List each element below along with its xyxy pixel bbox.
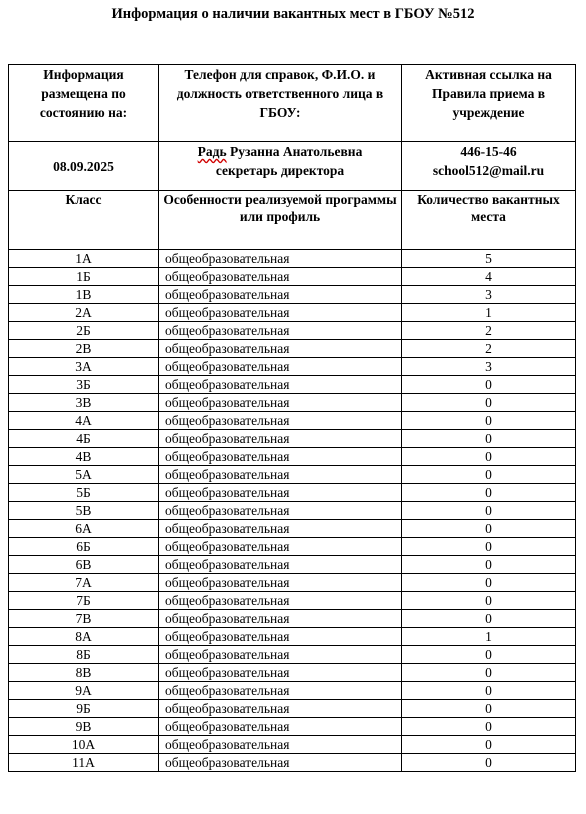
class-cell: 6В bbox=[9, 556, 159, 574]
program-cell: общеобразовательная bbox=[159, 250, 402, 268]
table-row bbox=[9, 322, 576, 340]
header-contact-label: Телефон для справок, Ф.И.О. и должность ответственного лица в ГБОУ: bbox=[176, 67, 384, 120]
class-cell: 7А bbox=[9, 574, 159, 592]
count-cell: 2 bbox=[402, 340, 576, 358]
table-row bbox=[9, 268, 576, 286]
program-cell: общеобразовательная bbox=[159, 484, 402, 502]
class-cell: 5А bbox=[9, 466, 159, 484]
program-cell: общеобразовательная bbox=[159, 358, 402, 376]
class-cell: 6А bbox=[9, 520, 159, 538]
count-cell: 0 bbox=[402, 718, 576, 736]
program-cell: общеобразовательная bbox=[159, 718, 402, 736]
contact-position: секретарь директора bbox=[215, 163, 345, 178]
table-row bbox=[9, 502, 576, 520]
header-row bbox=[9, 65, 576, 142]
class-cell: 9Б bbox=[9, 700, 159, 718]
header-date-label: Информация размещена по состоянию на: bbox=[39, 67, 128, 120]
program-cell: общеобразовательная bbox=[159, 412, 402, 430]
phone-value: 446-15-46 bbox=[460, 144, 517, 159]
count-cell: 0 bbox=[402, 376, 576, 394]
table-row bbox=[9, 250, 576, 268]
table-row bbox=[9, 610, 576, 628]
program-cell: общеобразовательная bbox=[159, 736, 402, 754]
count-cell: 0 bbox=[402, 646, 576, 664]
count-cell: 0 bbox=[402, 682, 576, 700]
program-cell: общеобразовательная bbox=[159, 754, 402, 772]
subheader-class-label: Класс bbox=[65, 192, 102, 207]
table-row bbox=[9, 286, 576, 304]
count-cell: 0 bbox=[402, 448, 576, 466]
class-cell: 5В bbox=[9, 502, 159, 520]
count-cell: 3 bbox=[402, 358, 576, 376]
table-row bbox=[9, 340, 576, 358]
class-cell: 3Б bbox=[9, 376, 159, 394]
subheader-vacancies-cell bbox=[402, 191, 576, 250]
program-cell: общеобразовательная bbox=[159, 448, 402, 466]
count-cell: 0 bbox=[402, 484, 576, 502]
count-cell: 0 bbox=[402, 538, 576, 556]
class-cell: 9В bbox=[9, 718, 159, 736]
header-date-cell bbox=[9, 65, 159, 142]
program-cell: общеобразовательная bbox=[159, 502, 402, 520]
date-cell bbox=[9, 142, 159, 191]
table-row bbox=[9, 736, 576, 754]
vacancy-table bbox=[8, 64, 576, 772]
table-row bbox=[9, 700, 576, 718]
header-link-cell bbox=[402, 65, 576, 142]
count-cell: 0 bbox=[402, 556, 576, 574]
class-cell: 1Б bbox=[9, 268, 159, 286]
table-row bbox=[9, 412, 576, 430]
count-cell: 5 bbox=[402, 250, 576, 268]
count-cell: 0 bbox=[402, 664, 576, 682]
count-cell: 0 bbox=[402, 700, 576, 718]
class-cell: 8В bbox=[9, 664, 159, 682]
header-link-label: Активная ссылка на Правила приема в учреждение bbox=[425, 67, 552, 120]
count-cell: 0 bbox=[402, 574, 576, 592]
subheader-vacancies-label: Количество вакантных места bbox=[417, 192, 560, 224]
class-cell: 4В bbox=[9, 448, 159, 466]
count-cell: 0 bbox=[402, 592, 576, 610]
count-cell: 0 bbox=[402, 502, 576, 520]
class-cell: 1В bbox=[9, 286, 159, 304]
class-cell: 7Б bbox=[9, 592, 159, 610]
table-row bbox=[9, 646, 576, 664]
count-cell: 0 bbox=[402, 466, 576, 484]
program-cell: общеобразовательная bbox=[159, 628, 402, 646]
class-cell: 2Б bbox=[9, 322, 159, 340]
table-row bbox=[9, 520, 576, 538]
program-cell: общеобразовательная bbox=[159, 592, 402, 610]
class-cell: 8Б bbox=[9, 646, 159, 664]
class-cell: 8А bbox=[9, 628, 159, 646]
program-cell: общеобразовательная bbox=[159, 286, 402, 304]
class-cell: 3А bbox=[9, 358, 159, 376]
table-row bbox=[9, 574, 576, 592]
program-cell: общеобразовательная bbox=[159, 682, 402, 700]
program-cell: общеобразовательная bbox=[159, 466, 402, 484]
program-cell: общеобразовательная bbox=[159, 304, 402, 322]
subheader-program-label: Особенности реализуемой программы или профиль bbox=[163, 192, 397, 224]
class-cell: 9А bbox=[9, 682, 159, 700]
program-cell: общеобразовательная bbox=[159, 268, 402, 286]
table-row bbox=[9, 628, 576, 646]
class-cell: 4Б bbox=[9, 430, 159, 448]
count-cell: 0 bbox=[402, 754, 576, 772]
program-cell: общеобразовательная bbox=[159, 430, 402, 448]
email-link[interactable]: school512@mail.ru bbox=[432, 163, 545, 178]
header-contact-cell bbox=[159, 65, 402, 142]
count-cell: 0 bbox=[402, 430, 576, 448]
table-row bbox=[9, 466, 576, 484]
class-cell: 10А bbox=[9, 736, 159, 754]
program-cell: общеобразовательная bbox=[159, 376, 402, 394]
program-cell: общеобразовательная bbox=[159, 322, 402, 340]
class-cell: 1А bbox=[9, 250, 159, 268]
table-row bbox=[9, 430, 576, 448]
program-cell: общеобразовательная bbox=[159, 574, 402, 592]
table-row bbox=[9, 538, 576, 556]
table-row bbox=[9, 358, 576, 376]
program-cell: общеобразовательная bbox=[159, 664, 402, 682]
count-cell: 1 bbox=[402, 304, 576, 322]
program-cell: общеобразовательная bbox=[159, 340, 402, 358]
count-cell: 0 bbox=[402, 412, 576, 430]
count-cell: 2 bbox=[402, 322, 576, 340]
program-cell: общеобразовательная bbox=[159, 646, 402, 664]
program-cell: общеобразовательная bbox=[159, 394, 402, 412]
subheader-row bbox=[9, 191, 576, 250]
table-row bbox=[9, 394, 576, 412]
class-cell: 7В bbox=[9, 610, 159, 628]
table-row bbox=[9, 376, 576, 394]
date-value: 08.09.2025 bbox=[53, 158, 114, 174]
table-row bbox=[9, 556, 576, 574]
program-cell: общеобразовательная bbox=[159, 520, 402, 538]
table-row bbox=[9, 484, 576, 502]
count-cell: 1 bbox=[402, 628, 576, 646]
page-title: Информация о наличии вакантных мест в ГБОУ №512 bbox=[111, 6, 475, 22]
class-cell: 5Б bbox=[9, 484, 159, 502]
info-row bbox=[9, 142, 576, 191]
table-row bbox=[9, 592, 576, 610]
count-cell: 0 bbox=[402, 736, 576, 754]
link-cell bbox=[402, 142, 576, 191]
program-cell: общеобразовательная bbox=[159, 610, 402, 628]
class-cell: 11А bbox=[9, 754, 159, 772]
table-row bbox=[9, 304, 576, 322]
table-row bbox=[9, 664, 576, 682]
count-cell: 0 bbox=[402, 394, 576, 412]
count-cell: 0 bbox=[402, 610, 576, 628]
class-cell: 4А bbox=[9, 412, 159, 430]
class-cell: 3В bbox=[9, 394, 159, 412]
table-row bbox=[9, 754, 576, 772]
program-cell: общеобразовательная bbox=[159, 538, 402, 556]
contact-name: Рузанна Анатольевна bbox=[230, 144, 363, 159]
subheader-class-cell bbox=[9, 191, 159, 250]
subheader-program-cell bbox=[159, 191, 402, 250]
count-cell: 3 bbox=[402, 286, 576, 304]
class-cell: 2А bbox=[9, 304, 159, 322]
contact-cell bbox=[159, 142, 402, 191]
table-row bbox=[9, 718, 576, 736]
class-cell: 2В bbox=[9, 340, 159, 358]
program-cell: общеобразовательная bbox=[159, 700, 402, 718]
class-cell: 6Б bbox=[9, 538, 159, 556]
program-cell: общеобразовательная bbox=[159, 556, 402, 574]
contact-surname: Радь bbox=[197, 144, 227, 159]
table-row bbox=[9, 682, 576, 700]
count-cell: 0 bbox=[402, 520, 576, 538]
table-row bbox=[9, 448, 576, 466]
count-cell: 4 bbox=[402, 268, 576, 286]
